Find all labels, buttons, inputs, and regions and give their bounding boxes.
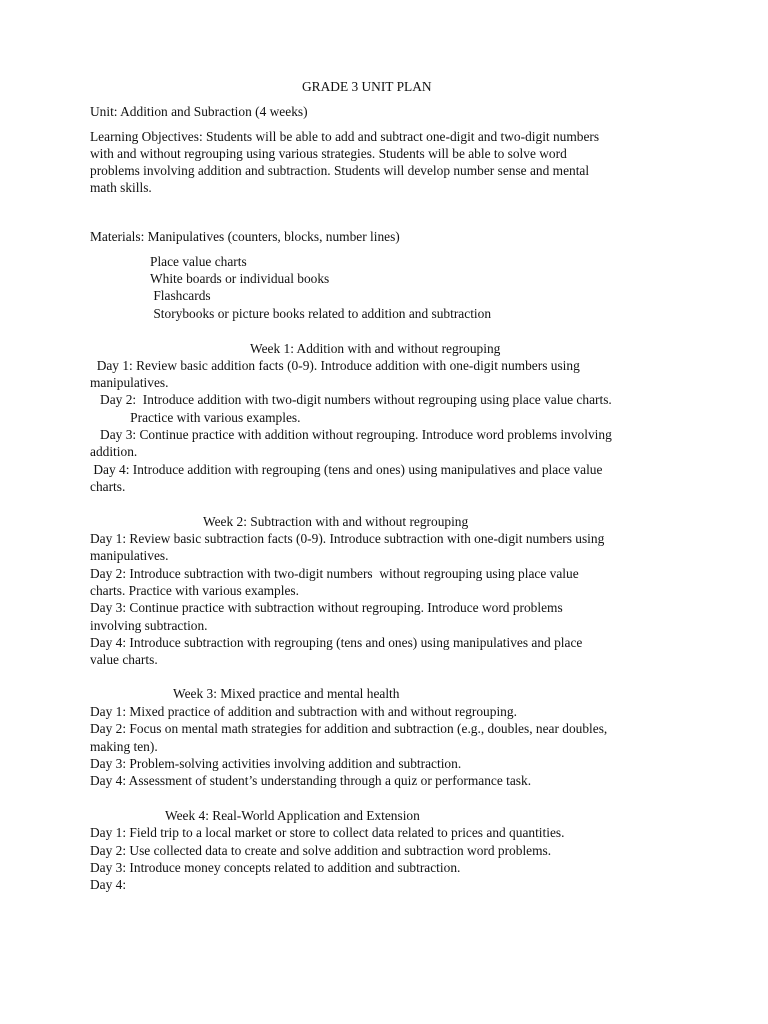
week-line: Day 1: Review basic subtraction facts (0-9). Introduce subtraction with one-digit numbers using bbox=[90, 531, 605, 546]
objectives-line: Learning Objectives: Students will be able to add and subtract one-digit and two-digit numbers bbox=[90, 129, 600, 144]
week-line: involving subtraction. bbox=[90, 618, 208, 633]
week-line: Day 4: bbox=[90, 877, 127, 892]
unit-line: Unit: Addition and Subraction (4 weeks) bbox=[90, 104, 308, 119]
week-line: Day 3: Continue practice with addition without regrouping. Introduce word problems involving bbox=[90, 427, 612, 442]
week-heading: Week 4: Real-World Application and Extension bbox=[165, 808, 420, 823]
week-heading: Week 3: Mixed practice and mental health bbox=[173, 686, 400, 701]
week-line: Day 2: Introduce addition with two-digit numbers without regrouping using place value charts. bbox=[90, 392, 612, 407]
week-line: Day 3: Continue practice with subtraction without regrouping. Introduce word problems bbox=[90, 600, 563, 615]
week-heading: Week 2: Subtraction with and without regrouping bbox=[203, 514, 469, 529]
materials-item: White boards or individual books bbox=[150, 271, 330, 286]
week-line: manipulatives. bbox=[90, 375, 169, 390]
document-title: GRADE 3 UNIT PLAN bbox=[302, 79, 432, 94]
week-line: Day 2: Focus on mental math strategies for addition and subtraction (e.g., doubles, near doubles, bbox=[90, 721, 608, 736]
materials-item: Storybooks or picture books related to addition and subtraction bbox=[150, 306, 492, 321]
week-line: Day 4: Introduce subtraction with regrouping (tens and ones) using manipulatives and place bbox=[90, 635, 583, 650]
week-line: Day 2: Introduce subtraction with two-digit numbers without regrouping using place value bbox=[90, 566, 579, 581]
week-line: Day 1: Review basic addition facts (0-9). Introduce addition with one-digit numbers using bbox=[90, 358, 580, 373]
week-line: charts. Practice with various examples. bbox=[90, 583, 299, 598]
objectives-line: problems involving addition and subtraction. Students will develop number sense and mental bbox=[90, 163, 590, 178]
week-line: Day 3: Introduce money concepts related to addition and subtraction. bbox=[90, 860, 461, 875]
week-line: addition. bbox=[90, 444, 138, 459]
week-heading: Week 1: Addition with and without regrouping bbox=[250, 341, 501, 356]
week-line: Day 1: Mixed practice of addition and subtraction with and without regrouping. bbox=[90, 704, 517, 719]
week-line: manipulatives. bbox=[90, 548, 169, 563]
objectives-line: with and without regrouping using various strategies. Students will be able to solve word bbox=[90, 146, 567, 161]
week-line: Day 3: Problem-solving activities involving addition and subtraction. bbox=[90, 756, 462, 771]
week-line: Day 4: Introduce addition with regrouping (tens and ones) using manipulatives and place value bbox=[90, 462, 603, 477]
week-line: Day 4: Assessment of student’s understanding through a quiz or performance task. bbox=[90, 773, 532, 788]
materials-heading: Materials: Manipulatives (counters, blocks, number lines) bbox=[90, 229, 400, 244]
materials-item: Flashcards bbox=[150, 288, 211, 303]
week-line: charts. bbox=[90, 479, 126, 494]
objectives-line: math skills. bbox=[90, 180, 152, 195]
materials-item: Place value charts bbox=[150, 254, 247, 269]
week-line: Day 2: Use collected data to create and solve addition and subtraction word problems. bbox=[90, 843, 552, 858]
week-line: value charts. bbox=[90, 652, 158, 667]
week-line: making ten). bbox=[90, 739, 158, 754]
week-line: Day 1: Field trip to a local market or store to collect data related to prices and quantities. bbox=[90, 825, 565, 840]
week-line: Practice with various examples. bbox=[90, 410, 301, 425]
